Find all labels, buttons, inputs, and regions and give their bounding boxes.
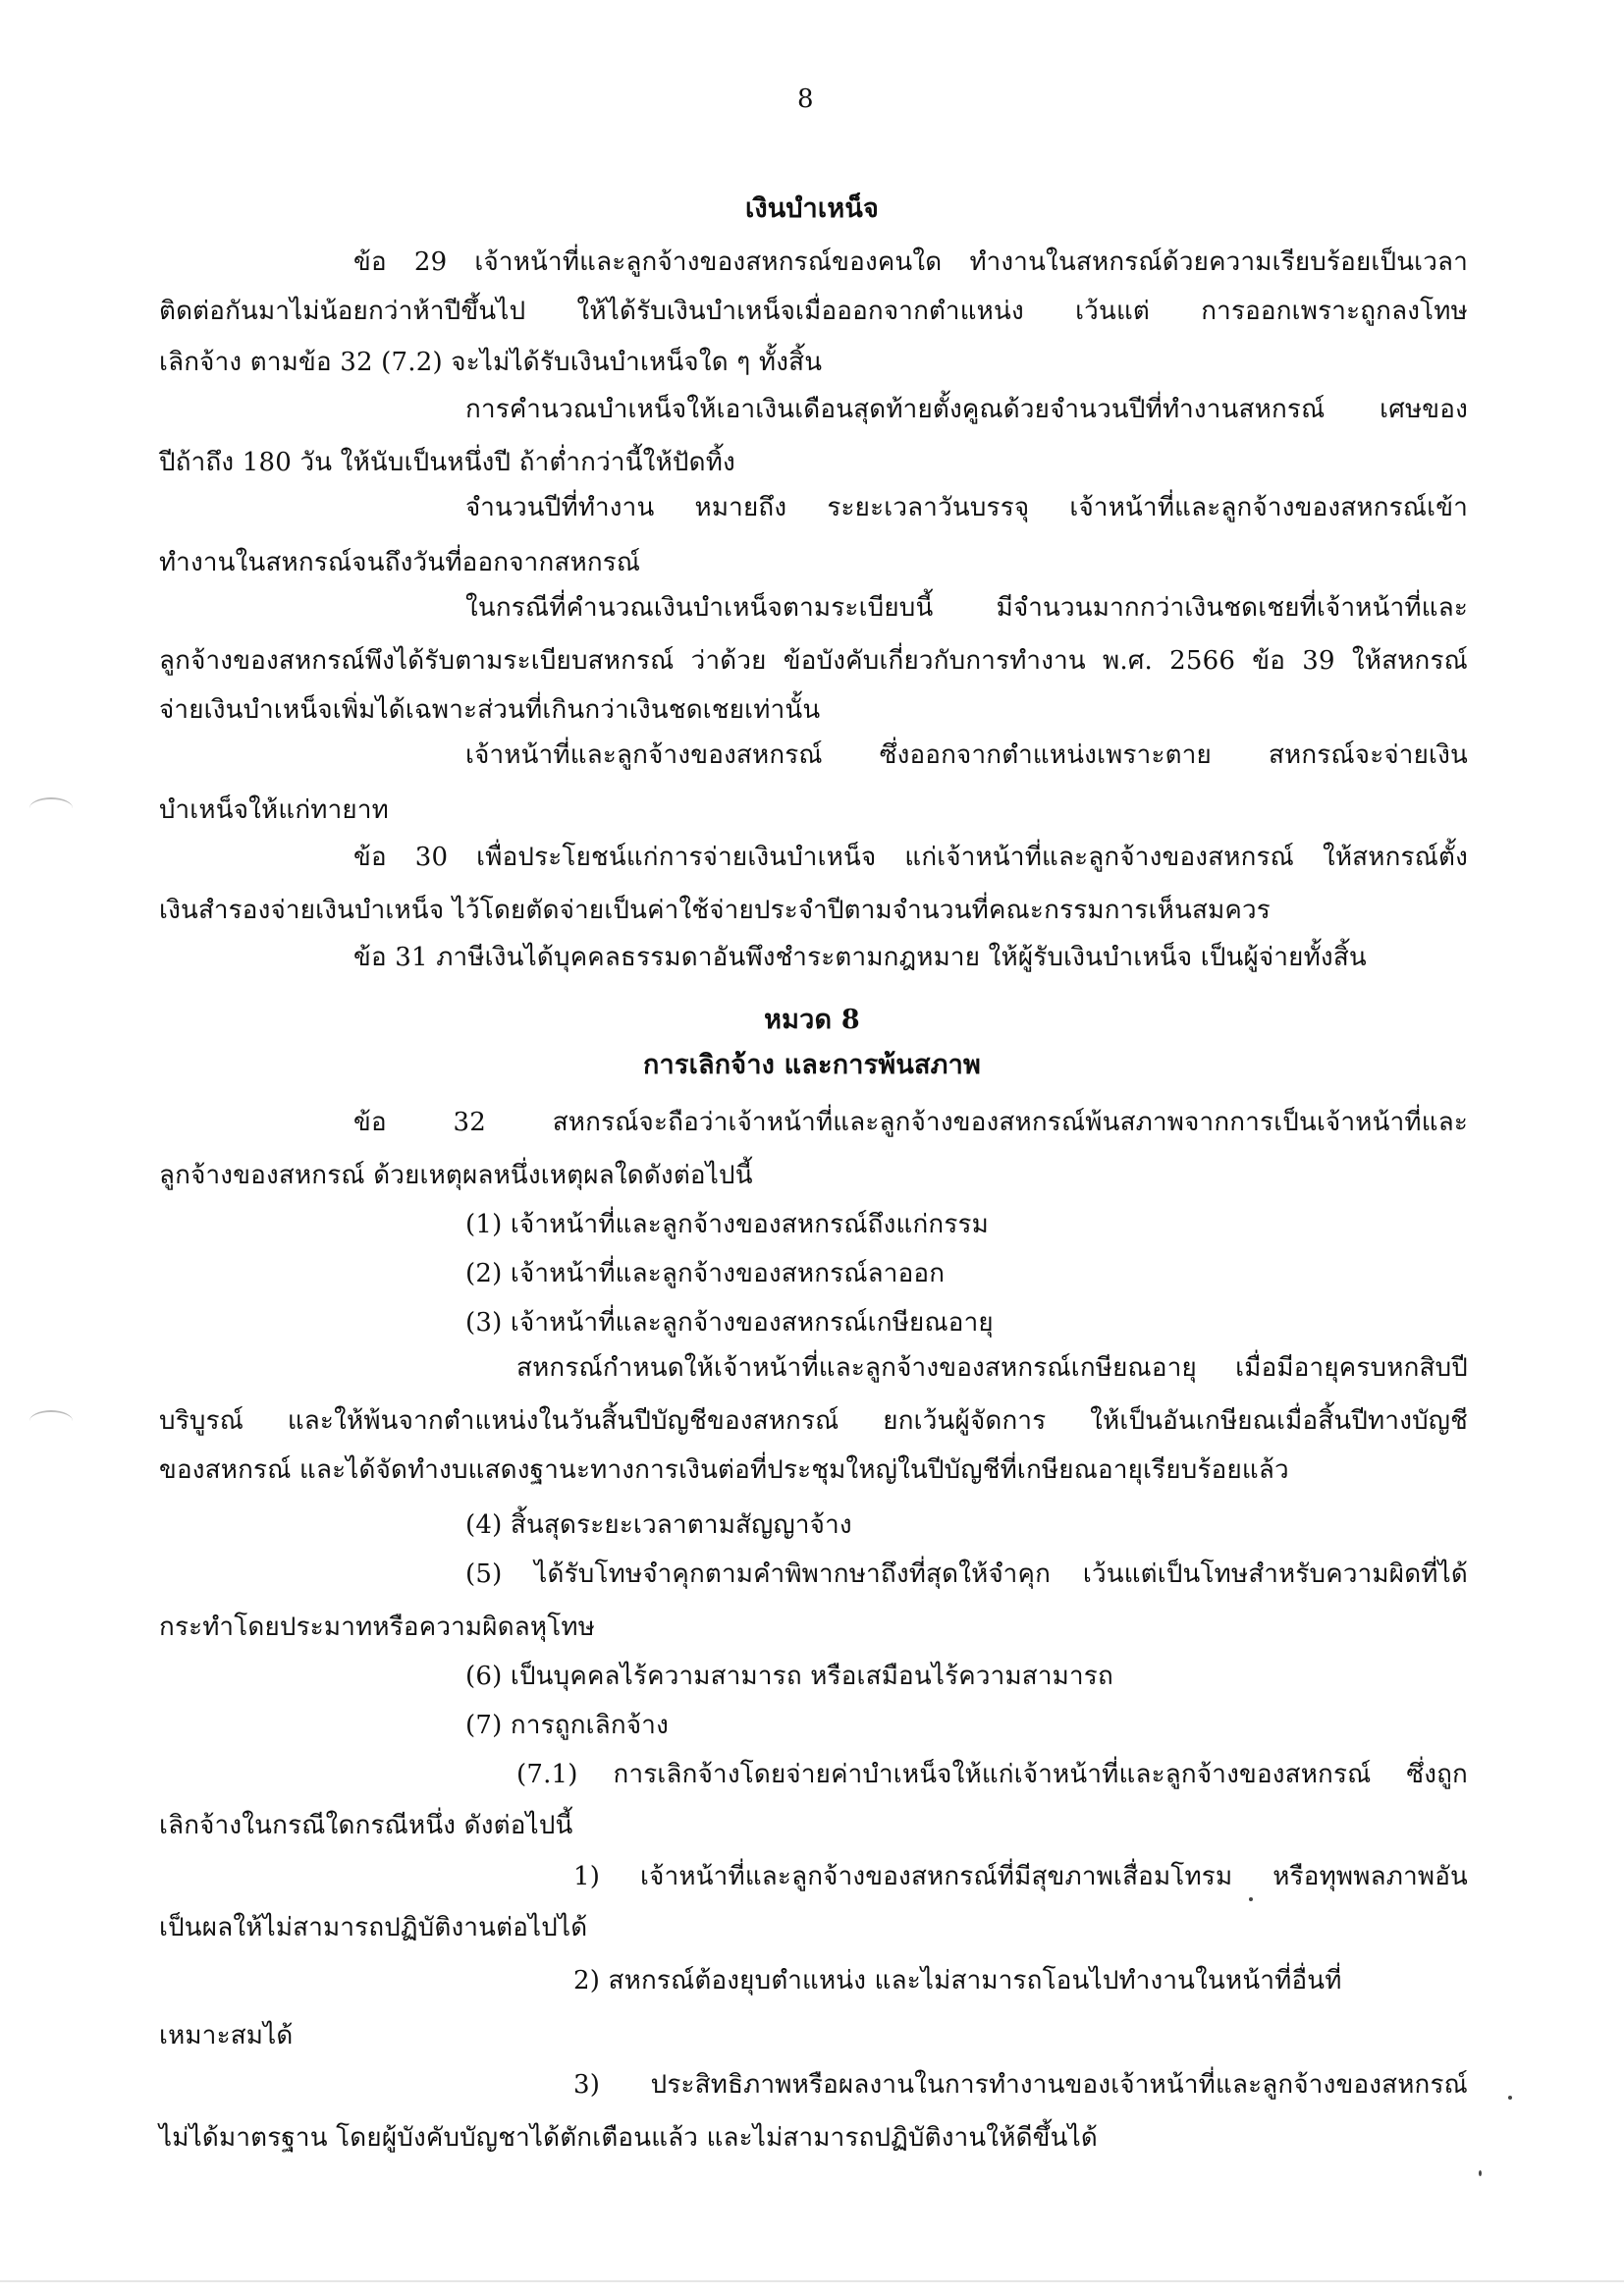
art32-item3: (3) เจ้าหน้าที่และลูกจ้างของสหกรณ์เกษียณอายุ: [465, 1308, 994, 1338]
item5-line1: (5) ได้รับโทษจำคุกตามคำพิพากษาถึงที่สุดให้จำคุก เว้นแต่เป็นโทษสำหรับความผิดที่ได้: [465, 1559, 1468, 1589]
case-line1: ในกรณีที่คำนวณเงินบำเหน็จตามระเบียบนี้ มีจำนวนมากกว่าเงินชดเชยที่เจ้าหน้าที่และ: [465, 593, 1468, 623]
art32-item4: (4) สิ้นสุดระยะเวลาตามสัญญาจ้าง: [465, 1510, 852, 1540]
years-line1: จำนวนปีที่ทำงาน หมายถึง ระยะเวลาวันบรรจุ เจ้าหน้าที่และลูกจ้างของสหกรณ์เข้า: [465, 493, 1468, 522]
sub3-line1: 3) ประสิทธิภาพหรือผลงานในการทำงานของเจ้าหน้าที่และลูกจ้างของสหกรณ์: [573, 2070, 1468, 2100]
death-line1: เจ้าหน้าที่และลูกจ้างของสหกรณ์ ซึ่งออกจากตำแหน่งเพราะตาย สหกรณ์จะจ่ายเงิน: [465, 740, 1468, 770]
art32-line2: ลูกจ้างของสหกรณ์ ด้วยเหตุผลหนึ่งเหตุผลใดดังต่อไปนี้: [159, 1161, 753, 1190]
sub3-line2: ไม่ได้มาตรฐาน โดยผู้บังคับบัญชาได้ตักเตือนแล้ว และไม่สามารถปฏิบัติงานให้ดีขึ้นได้: [159, 2123, 1098, 2153]
art29-line3: เลิกจ้าง ตามข้อ 32 (7.2) จะไม่ได้รับเงินบำเหน็จใด ๆ ทั้งสิ้น: [159, 348, 823, 377]
art29-line2: ติดต่อกันมาไม่น้อยกว่าห้าปีขึ้นไป ให้ได้รับเงินบำเหน็จเมื่อออกจากตำแหน่ง เว้นแต่ การออกเพราะถูกลงโทษ: [159, 297, 1468, 326]
art32-item1: (1) เจ้าหน้าที่และลูกจ้างของสหกรณ์ถึงแก่กรรม: [465, 1210, 989, 1239]
scan-artifact-dot: [1508, 2096, 1512, 2100]
sub1-line2: เป็นผลให้ไม่สามารถปฏิบัติงานต่อไปได้: [159, 1913, 588, 1942]
art30-line2: เงินสำรองจ่ายเงินบำเหน็จ ไว้โดยตัดจ่ายเป็นค่าใช้จ่ายประจำปีตามจำนวนที่คณะกรรมการเห็นสมควร: [159, 896, 1271, 925]
art32-item6: (6) เป็นบุคคลไร้ความสามารถ หรือเสมือนไร้ความสามารถ: [465, 1662, 1113, 1691]
scan-artifact-dot: [1479, 2170, 1482, 2176]
years-line2: ทำงานในสหกรณ์จนถึงวันที่ออกจากสหกรณ์: [159, 548, 641, 577]
case-line3: จ่ายเงินบำเหน็จเพิ่มได้เฉพาะส่วนที่เกินกว่าเงินชดเชยเท่านั้น: [159, 695, 821, 725]
scan-artifact-dot: [1249, 1897, 1253, 1901]
art32-item2: (2) เจ้าหน้าที่และลูกจ้างของสหกรณ์ลาออก: [465, 1259, 946, 1288]
item71-line1: (7.1) การเลิกจ้างโดยจ่ายค่าบำเหน็จให้แก่เจ้าหน้าที่และลูกจ้างของสหกรณ์ ซึ่งถูก: [516, 1760, 1468, 1789]
retire-line1: สหกรณ์กำหนดให้เจ้าหน้าที่และลูกจ้างของสหกรณ์เกษียณอายุ เมื่อมีอายุครบหกสิบปี: [516, 1353, 1468, 1383]
art32-item7: (7) การถูกเลิกจ้าง: [465, 1711, 669, 1740]
sub1-line1: 1) เจ้าหน้าที่และลูกจ้างของสหกรณ์ที่มีสุขภาพเสื่อมโทรม หรือทุพพลภาพอัน: [573, 1862, 1468, 1891]
sub2-line1: 2) สหกรณ์ต้องยุบตำแหน่ง และไม่สามารถโอนไปทำงานในหน้าที่อื่นที่: [573, 1966, 1342, 1995]
art29-line1: ข้อ 29 เจ้าหน้าที่และลูกจ้างของสหกรณ์ของคนใด ทำงานในสหกรณ์ด้วยความเรียบร้อยเป็นเวลา: [353, 247, 1468, 277]
item5-line2: กระทำโดยประมาทหรือความผิดลหุโทษ: [159, 1613, 596, 1642]
chapter-title: หมวด 8: [764, 1005, 860, 1035]
scan-artifact-mark: [29, 797, 73, 819]
page-bottom-edge: [0, 2280, 1624, 2282]
section-title-retirement: เงินบำเหน็จ: [744, 193, 880, 224]
art31-line1: ข้อ 31 ภาษีเงินได้บุคคลธรรมดาอันพึงชำระตามกฎหมาย ให้ผู้รับเงินบำเหน็จ เป็นผู้จ่ายทั้งสิ้น: [353, 943, 1367, 972]
art30-line1: ข้อ 30 เพื่อประโยชน์แก่การจ่ายเงินบำเหน็จ แก่เจ้าหน้าที่และลูกจ้างของสหกรณ์ ให้สหกรณ์ตั้ง: [353, 843, 1468, 872]
case-line2: ลูกจ้างของสหกรณ์พึงได้รับตามระเบียบสหกรณ์ ว่าด้วย ข้อบังคับเกี่ยวกับการทำงาน พ.ศ. 2566 ข้อ 39 ให้สหกรณ์: [159, 646, 1468, 676]
scan-artifact-mark: [29, 1410, 73, 1432]
retire-line3: ของสหกรณ์ และได้จัดทำงบแสดงฐานะทางการเงินต่อที่ประชุมใหญ่ในปีบัญชีที่เกษียณอายุเรียบร้อยแล้ว: [159, 1455, 1289, 1485]
death-line2: บำเหน็จให้แก่ทายาท: [159, 795, 389, 825]
chapter-subtitle: การเลิกจ้าง และการพ้นสภาพ: [642, 1050, 982, 1080]
retire-line2: บริบูรณ์ และให้พ้นจากตำแหน่งในวันสิ้นปีบัญชีของสหกรณ์ ยกเว้นผู้จัดการ ให้เป็นอันเกษียณเมื่อสิ้นปีทางบัญชี: [159, 1406, 1468, 1436]
item71-line2: เลิกจ้างในกรณีใดกรณีหนึ่ง ดังต่อไปนี้: [159, 1811, 573, 1840]
art32-line1: ข้อ 32 สหกรณ์จะถือว่าเจ้าหน้าที่และลูกจ้างของสหกรณ์พ้นสภาพจากการเป็นเจ้าหน้าที่และ: [353, 1108, 1468, 1137]
calc-line2: ปีถ้าถึง 180 วัน ให้นับเป็นหนึ่งปี ถ้าต่ำกว่านี้ให้ปัดทิ้ง: [159, 448, 735, 477]
page-number: 8: [797, 84, 814, 114]
sub2-line2: เหมาะสมได้: [159, 2021, 294, 2050]
calc-line1: การคำนวณบำเหน็จให้เอาเงินเดือนสุดท้ายตั้งคูณด้วยจำนวนปีที่ทำงานสหกรณ์ เศษของ: [465, 395, 1468, 424]
